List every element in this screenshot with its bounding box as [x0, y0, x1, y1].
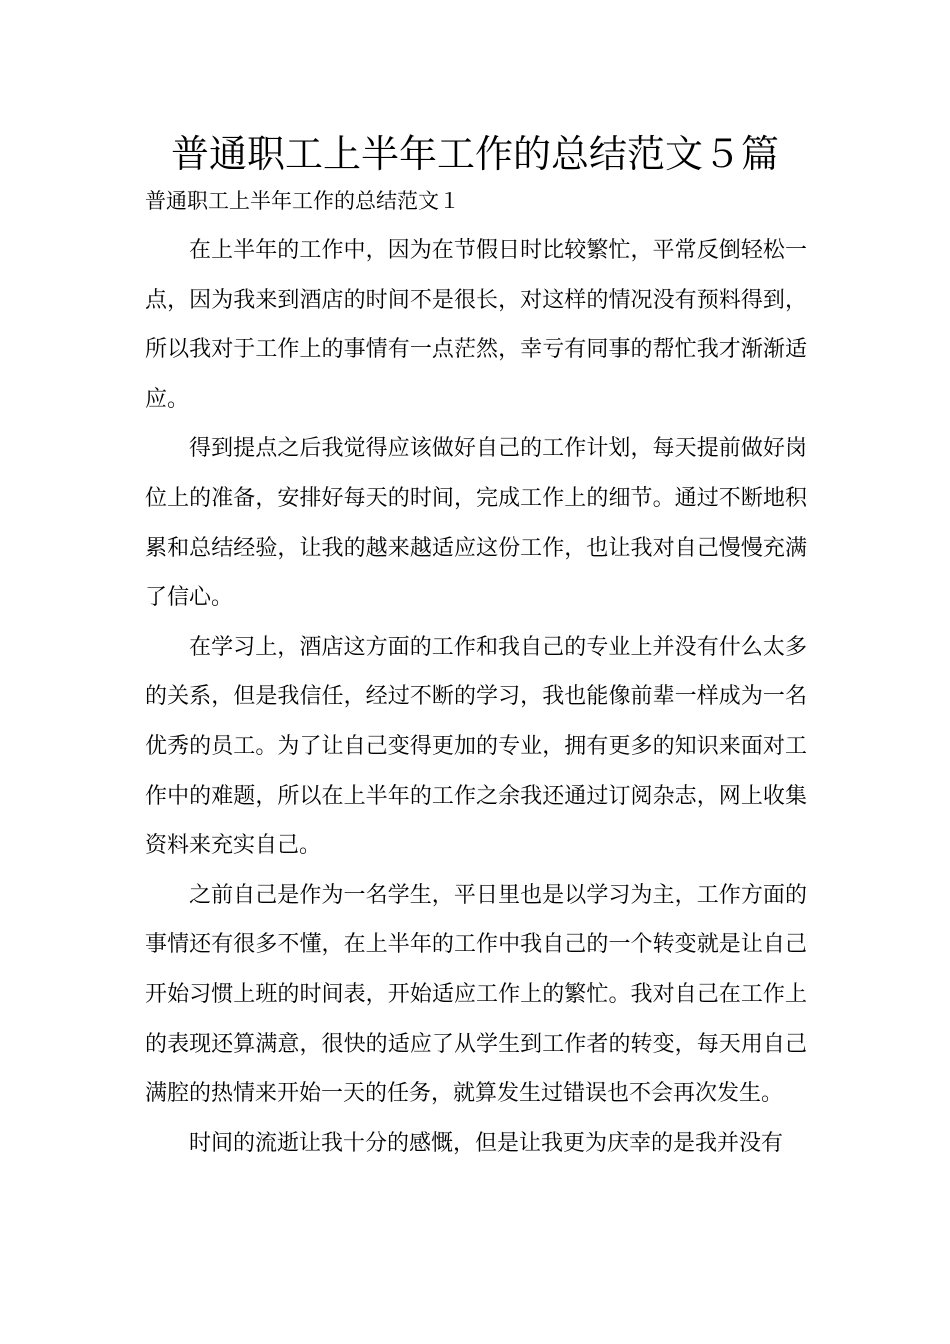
- paragraph-4: 之前自己是作为一名学生，平日里也是以学习为主，工作方面的事情还有很多不懂，在上半年的工作中我自己的一个转变就是让自己开始习惯上班的时间表，开始适应工作上的繁忙。我对自己在工作上的表现还算满意，很快的适应了从学生到工作者的转变，每天用自己满腔的热情来开始一天的任务，就算发生过错误也不会再次发生。: [145, 882, 807, 1107]
- paragraph-5: 时间的流逝让我十分的感慨，但是让我更为庆幸的是我并没有: [189, 1130, 784, 1156]
- document-title: 普通职工上半年工作的总结范文５篇: [170, 132, 779, 176]
- paragraph-3: 在学习上，酒店这方面的工作和我自己的专业上并没有什么太多的关系，但是我信任，经过不断的学习，我也能像前辈一样成为一名优秀的员工。为了让自己变得更加的专业，拥有更多的知识来面对工作中的难题，所以在上半年的工作之余我还通过订阅杂志，网上收集资料来充实自己。: [145, 634, 807, 859]
- document-body: [145, 226, 807, 1168]
- section-subheading: 普通职工上半年工作的总结范文１: [145, 189, 460, 213]
- paragraph-1: 在上半年的工作中，因为在节假日时比较繁忙，平常反倒轻松一点，因为我来到酒店的时间不是很长，对这样的情况没有预料得到，所以我对于工作上的事情有一点茫然，幸亏有同事的帮忙我才渐渐适应。: [145, 238, 807, 412]
- paragraph-2: 得到提点之后我觉得应该做好自己的工作计划，每天提前做好岗位上的准备，安排好每天的时间，完成工作上的细节。通过不断地积累和总结经验，让我的越来越适应这份工作，也让我对自己慢慢充满了信心。: [145, 436, 807, 611]
